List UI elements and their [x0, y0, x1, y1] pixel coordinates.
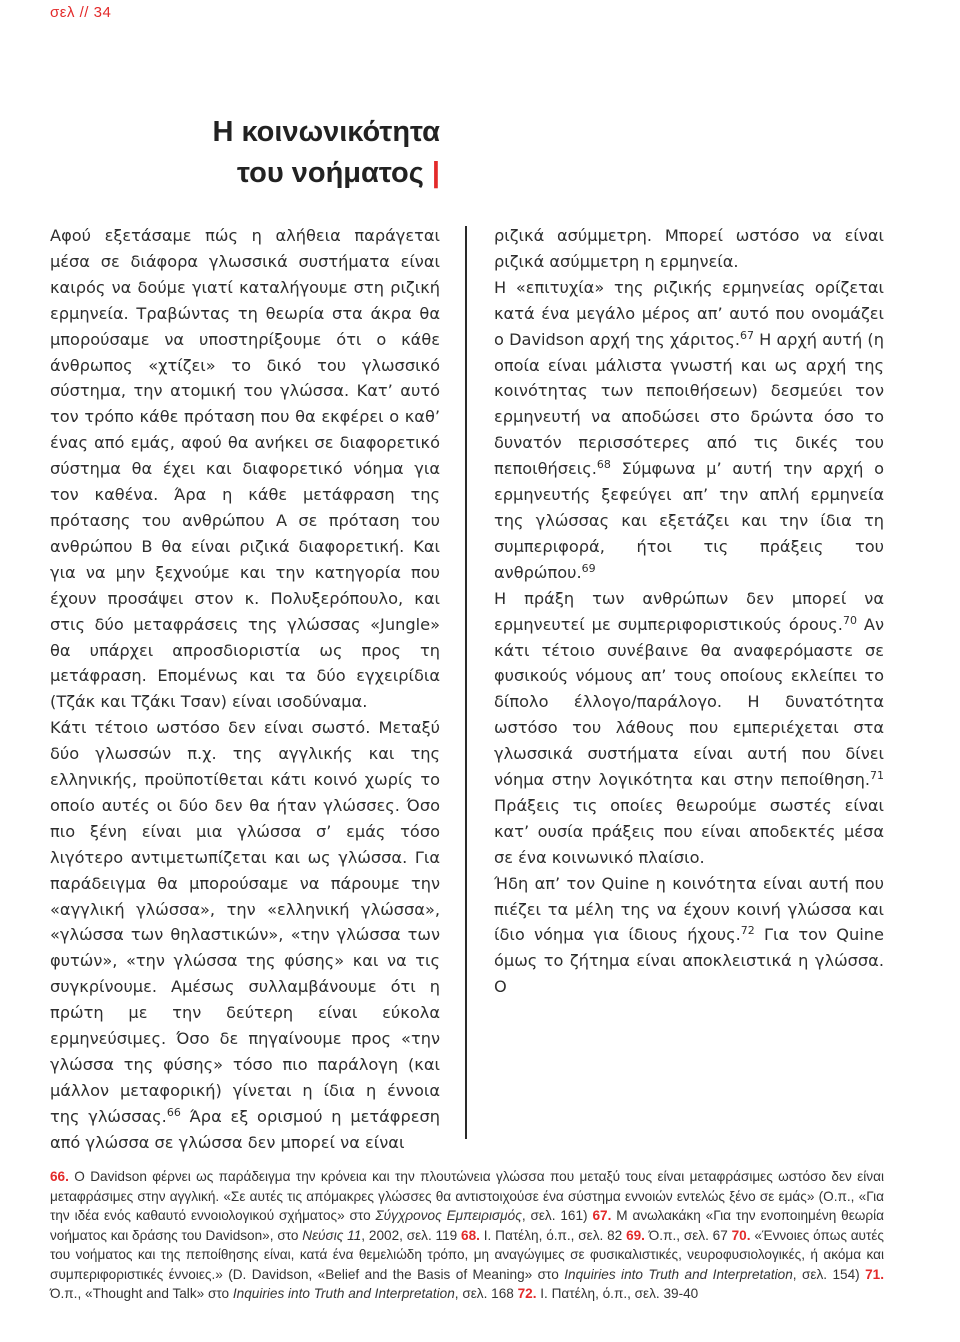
footnote-number-66: 66. — [50, 1169, 69, 1184]
title-bar: | — [431, 157, 440, 189]
left-paragraph-1: Αφού εξετάσαμε πώς η αλήθεια παράγεται μέσα σε διάφορα γλωσσικά συστήματα είναι καιρός να δούμε γιατί καταλήγουμε στη ριζική ερμηνεία. Τραβώντας τη θεωρία στα άκρα θα μπορούσαμε να υποστηρίξουμε ότι ο κάθε άνθρωπος «χτίζει» το δικό του γλωσσικό σύστημα, την ατομική του γλώσσα. Κατ’ αυτό τον τρόπο κάθε πρόταση που θα εκφέρει ο καθ’ ένας από εμάς, αφού θα ανήκει σε διαφορετικό σύστημα θα έχει και διαφορετικό νόημα για τον καθένα. Άρα η κάθε μετάφραση της πρότασης του ανθρώπου Α σε πρόταση του ανθρώπου Β θα είναι ριζικά διαφορετική. Και για να μην ξεχνούμε και την κατηγορία που έχουν προσάψει στον κ. Πολυξερόπουλο, και στις δύο μεταφράσεις της γλώσσας «Jungle» θα υπάρχει απροσδιοριστία ως προς τη μετάφραση. Επομένως και τα δύο εγχειρίδια (Τζάκ και Τζάκι Τσαν) είναι ισοδύναμα. — [50, 226, 440, 712]
right-paragraph-3: Η πράξη των ανθρώπων δεν μπορεί να ερμηνευτεί με συμπεριφοριστικούς όρους.$^{70}$ Αν κάτι τέτοιο συνέβαινε θα αναφερόμαστε σε φυσικούς νόμους απ’ τους οποίους εκλείπει το δίπολο έλλογο/παράλογο. Η δυνατότητα ωστόσο του λάθους που εμπεριέχεται στα γλωσσικά συστήματα είναι αυτή που δίνει νόημα στην λογικότητα και στην πεποίθηση.$^{71}$ Πράξεις τις οποίες θεωρούμε σωστές είναι κατ’ ουσία πράξεις που είναι αποδεκτές μέσα σε ένα κοινωνικό πλαίσιο. — [494, 588, 884, 867]
footnote-number-71: 71. — [865, 1266, 884, 1282]
footnote-number-67: 67. — [592, 1208, 612, 1223]
footnote-ref-70[interactable]: 70 — [842, 613, 857, 627]
article-title — [140, 112, 440, 194]
footnote-ref-68[interactable]: 68 — [596, 458, 611, 472]
footnote-ref-69[interactable]: 69 — [581, 561, 596, 575]
right-paragraph-1: ριζικά ασύμμετρη. Μπορεί ωστόσο να είναι ριζικά ασύμμετρη η ερμηνεία. — [494, 226, 884, 271]
footnote-title: Νεύσις 11 — [302, 1227, 362, 1243]
footnote-title: Inquiries into Truth and Interpretation — [232, 1286, 455, 1301]
footnote-number-68: 68. — [461, 1227, 480, 1243]
footnote-ref-66[interactable]: 66 — [166, 1105, 181, 1119]
footnote-ref-67[interactable]: 67 — [740, 328, 755, 342]
footnote-ref-72[interactable]: 72 — [740, 924, 755, 938]
page-number: σελ // 34 — [50, 4, 112, 21]
title-line-2: του νοήματος | — [236, 157, 440, 189]
footnote-number-69: 69. — [626, 1227, 645, 1243]
footnote-title: Σύγχρονος Εμπειρισμός — [375, 1208, 522, 1223]
right-paragraph-2: Η «επιτυχία» της ριζικής ερμηνείας ορίζεται κατά ένα μεγάλο μέρος απ’ αυτό που ονομάζει ο Davidson αρχή της χάριτος.$^{67}$ Η αρχή αυτή (η οποία είναι μάλιστα γνωστή και ως αρχή της κοινότητας των πεποιθήσεων) δεσμεύει τον ερμηνευτή να αποδώσει στο δρώντα όσο το δυνατόν περισσότερες από τις δικές του πεποιθήσεις.$^{68}$ Σύμφωνα μ’ αυτή την αρχή ο ερμηνευτής ξεφεύγει απ’ την απλή ερμηνεία της γλώσσας και εξετάζει και την ίδια τη συμπεριφορά, ήτοι τις πράξεις του ανθρώπου.$^{69}$ — [494, 277, 884, 582]
footnote-number-70: 70. — [731, 1227, 751, 1243]
column-divider — [465, 226, 467, 1139]
left-column — [50, 223, 440, 1156]
footnote-number-72: 72. — [517, 1286, 537, 1301]
footnote-title: Inquiries into Truth and Interpretation — [564, 1266, 793, 1282]
right-paragraph-4: Ήδη απ’ τον Quine η κοινότητα είναι αυτή που πιέζει τα μέλη της να έχουν κοινή γλώσσα και ίδιο νόημα για ίδιους ήχους.$^{72}$ Για τον Quine όμως το ζήτημα είναι αποκλειστικά η γλώσσα. Ο — [494, 873, 884, 997]
footnotes: 66. Ο Davidson φέρνει ως παράδειγμα την κρόνεια και την πλουτώνεια γλώσσα που μεταξύ τους είναι μεταφράσιμες ωστόσο δεν είναι μεταφράσιμες στην αγγλική. «Σε αυτές τις απόμακρες γλώσσες θα αντιστοιχούσε ένα σύστημα εννοιών εντελώς ξένο σε εμάς» (Ο.π., «Για την ιδέα ενός καθαυτό εννοιολογικού σχήματος» στο Σύγχρονος Εμπειρισμός, σελ. 161) 67. Μ ανωλακάκη «Για την ενοποιημένη θεωρία νοήματος και δράσης του Davidson», στο Νεύσις 11, 2002, σελ. 119 68. Ι. Πατέλη, ό.π., σελ. 82 69. Ό.π., σελ. 67 70. «Έννοιες όπως αυτές του νοήματος και της πεποίθησης είναι, κατά ένα θεμελιώδη τρόπο, μη αναγώγιμες σε φυσικαλιστικές, νευροφυσιολογικές, ή ακόμα και συμπεριφοριστικές έννοιες.» (D. Davidson, «Belief and the Basis of Meaning» στο Inquiries into Truth and Interpretation, σελ. 154) 71. Ό.π., «Thought and Talk» στο Inquiries into Truth and Interpretation, σελ. 168 72. Ι. Πατέλη, ό.π., σελ. 39-40 — [50, 1169, 885, 1301]
footnote-ref-71[interactable]: 71 — [870, 769, 884, 783]
title-line-1: Η κοινωνικότητα — [212, 116, 440, 148]
left-paragraph-2: Κάτι τέτοιο ωστόσο δεν είναι σωστό. Μεταξύ δύο γλωσσών π.χ. της αγγλικής και της ελληνικής, προϋποτίθεται κάτι κοινό χωρίς το οποίο αυτές οι δύο δεν θα ήταν γλώσσες. Όσο πιο ξένη είναι μια γλώσσα σ’ εμάς τόσο λιγότερο αντιμετωπίζεται και ως γλώσσα. Για παράδειγμα θα μπορούσαμε να πάρουμε την «αγγλική γλώσσα», την «ελληνική γλώσσα», «γλώσσα των θηλαστικών», «την γλώσσα των φυτών», «την γλώσσα της φύσης» και να τις συγκρίνουμε. Αμέσως συλλαμβάνουμε ότι η πρώτη με την δεύτερη είναι εύκολα ερμηνεύσιμες. Όσο δε πηγαίνουμε προς «την γλώσσα της φύσης» τόσο πιο παράλογη (και μάλλον μεταφορική) γίνεται η ίδια η έννοια της γλώσσας.$^{66}$ Άρα εξ ορισμού η μετάφρεση από γλώσσα σε γλώσσα δεν μπορεί να είναι — [50, 718, 441, 1152]
right-column — [494, 223, 884, 1000]
